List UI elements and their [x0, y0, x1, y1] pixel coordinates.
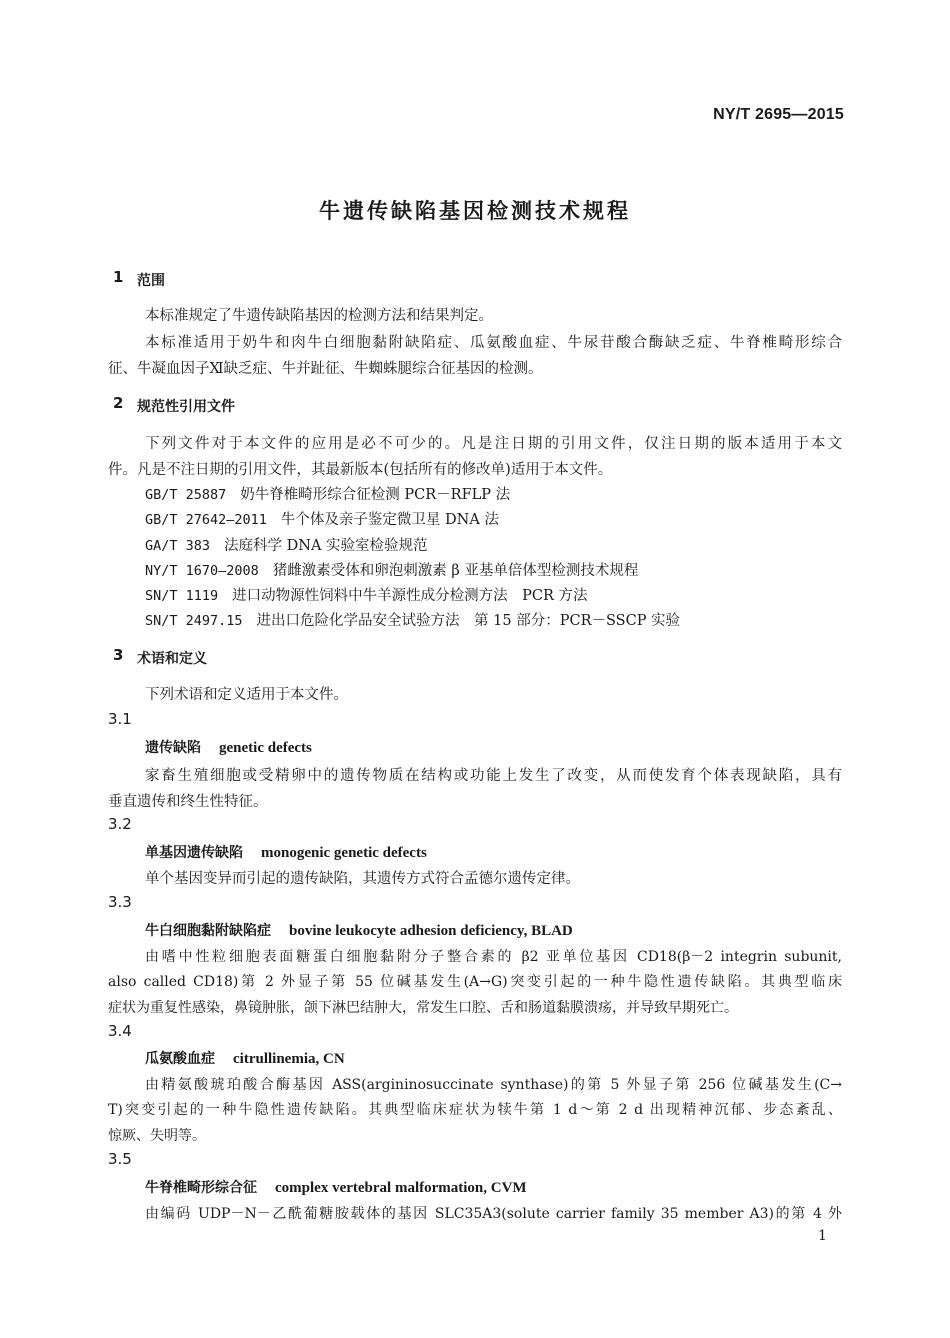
term-definition-line: 惊厥、失明等。 — [108, 1128, 206, 1144]
term-definition-line: 家畜生殖细胞或受精卵中的遗传物质在结构或功能上发生了改变，从而使发育个体表现缺陷，具有 — [145, 768, 842, 784]
term-number: 3.5 — [108, 1150, 132, 1168]
term-definition-line: also called CD18)第 2 外显子第 55 位碱基发生(A→G)突变引起的一种牛隐性遗传缺陷。其典型临床 — [108, 974, 842, 990]
page-number: 1 — [818, 1228, 827, 1244]
reference-item — [145, 483, 510, 504]
reference-item — [145, 508, 499, 529]
term-number: 3.2 — [108, 815, 132, 833]
term-definition-line: 由精氨酸琥珀酸合酶基因 ASS(argininosuccinate synthase)的第 5 外显子第 256 位碱基发生(C→ — [145, 1077, 842, 1093]
term-definition-line: 由编码 UDP－N－乙酰葡糖胺载体的基因 SLC35A3(solute carrier family 35 member A3)的第 4 外 — [145, 1206, 842, 1222]
reference-code: GB/T 25887 — [145, 487, 227, 503]
section-2-paragraph-line-2: 件。凡是不注日期的引用文件，其最新版本(包括所有的修改单)适用于本文件。 — [108, 462, 613, 478]
term-english: genetic defects — [219, 740, 312, 756]
reference-code: GA/T 383 — [145, 538, 211, 554]
section-3-title: 术语和定义 — [137, 651, 207, 667]
term-heading — [145, 1177, 527, 1197]
reference-title: 进口动物源性饲料中牛羊源性成分检测方法 PCR 方法 — [232, 588, 588, 604]
reference-code: SN/T 1119 — [145, 588, 219, 604]
term-english: monogenic genetic defects — [261, 845, 427, 861]
term-definition-line: T)突变引起的一种牛隐性遗传缺陷。其典型临床症状为犊牛第 1 d～第 2 d 出现精神沉郁、步态紊乱、 — [108, 1102, 842, 1118]
reference-code: NY/T 1670—2008 — [145, 563, 259, 579]
section-3-paragraph: 下列术语和定义适用于本文件。 — [145, 687, 348, 703]
reference-item — [145, 609, 680, 630]
section-1-paragraph-2-line-1: 本标准适用于奶牛和肉牛白细胞黏附缺陷症、瓜氨酸血症、牛尿苷酸合酶缺乏症、牛脊椎畸形综合 — [145, 335, 842, 351]
term-number: 3.3 — [108, 893, 132, 911]
term-english: citrullinemia, CN — [233, 1051, 345, 1067]
term-english: complex vertebral malformation, CVM — [275, 1180, 527, 1196]
term-english: bovine leukocyte adhesion deficiency, BLAD — [289, 923, 573, 939]
term-chinese: 遗传缺陷 — [145, 740, 201, 756]
document-title: 牛遗传缺陷基因检测技术规程 — [319, 199, 631, 223]
reference-item — [145, 559, 638, 580]
standard-code: NY/T 2695—2015 — [713, 106, 844, 123]
reference-title: 法庭科学 DNA 实验室检验规范 — [224, 538, 428, 554]
term-definition-line: 单个基因变异而引起的遗传缺陷，其遗传方式符合孟德尔遗传定律。 — [145, 871, 580, 887]
reference-title: 进出口危险化学品安全试验方法 第 15 部分：PCR－SSCP 实验 — [256, 613, 681, 629]
section-1-paragraph-2-line-2: 征、牛凝血因子Ⅺ缺乏症、牛并趾征、牛蜘蛛腿综合征基因的检测。 — [108, 361, 543, 377]
section-2-number: 2 — [113, 394, 124, 412]
term-chinese: 瓜氨酸血症 — [145, 1051, 215, 1067]
reference-code: SN/T 2497.15 — [145, 613, 243, 629]
term-heading — [145, 842, 427, 862]
term-chinese: 单基因遗传缺陷 — [145, 845, 243, 861]
term-definition-line: 症状为重复性感染，鼻镜肿胀，颌下淋巴结肿大，常发生口腔、舌和肠道黏膜溃疡，并导致早期死亡。 — [108, 1000, 738, 1016]
reference-item — [145, 534, 428, 555]
term-definition-line: 垂直遗传和终生性特征。 — [108, 794, 268, 810]
term-number: 3.1 — [108, 710, 132, 728]
term-number: 3.4 — [108, 1022, 132, 1040]
reference-title: 牛个体及亲子鉴定微卫星 DNA 法 — [280, 512, 499, 528]
reference-title: 猪雌激素受体和卵泡刺激素 β 亚基单倍体型检测技术规程 — [272, 563, 639, 579]
section-1-paragraph-1: 本标准规定了牛遗传缺陷基因的检测方法和结果判定。 — [145, 308, 493, 324]
section-2-title: 规范性引用文件 — [137, 399, 235, 415]
section-1-number: 1 — [113, 268, 124, 286]
term-definition-line: 由嗜中性粒细胞表面糖蛋白细胞黏附分子整合素的 β2 亚单位基因 CD18(β－2 integrin subunit, — [145, 949, 842, 965]
reference-title: 奶牛脊椎畸形综合征检测 PCR－RFLP 法 — [240, 487, 511, 503]
section-3-number: 3 — [113, 646, 124, 664]
term-chinese: 牛白细胞黏附缺陷症 — [145, 923, 271, 939]
term-heading — [145, 1048, 345, 1068]
term-heading — [145, 737, 312, 757]
reference-item — [145, 584, 588, 605]
term-chinese: 牛脊椎畸形综合征 — [145, 1180, 257, 1196]
term-heading — [145, 920, 573, 940]
reference-code: GB/T 27642—2011 — [145, 512, 267, 528]
section-1-title: 范围 — [137, 273, 165, 289]
section-2-paragraph-line-1: 下列文件对于本文件的应用是必不可少的。凡是注日期的引用文件，仅注日期的版本适用于本文 — [145, 436, 842, 452]
